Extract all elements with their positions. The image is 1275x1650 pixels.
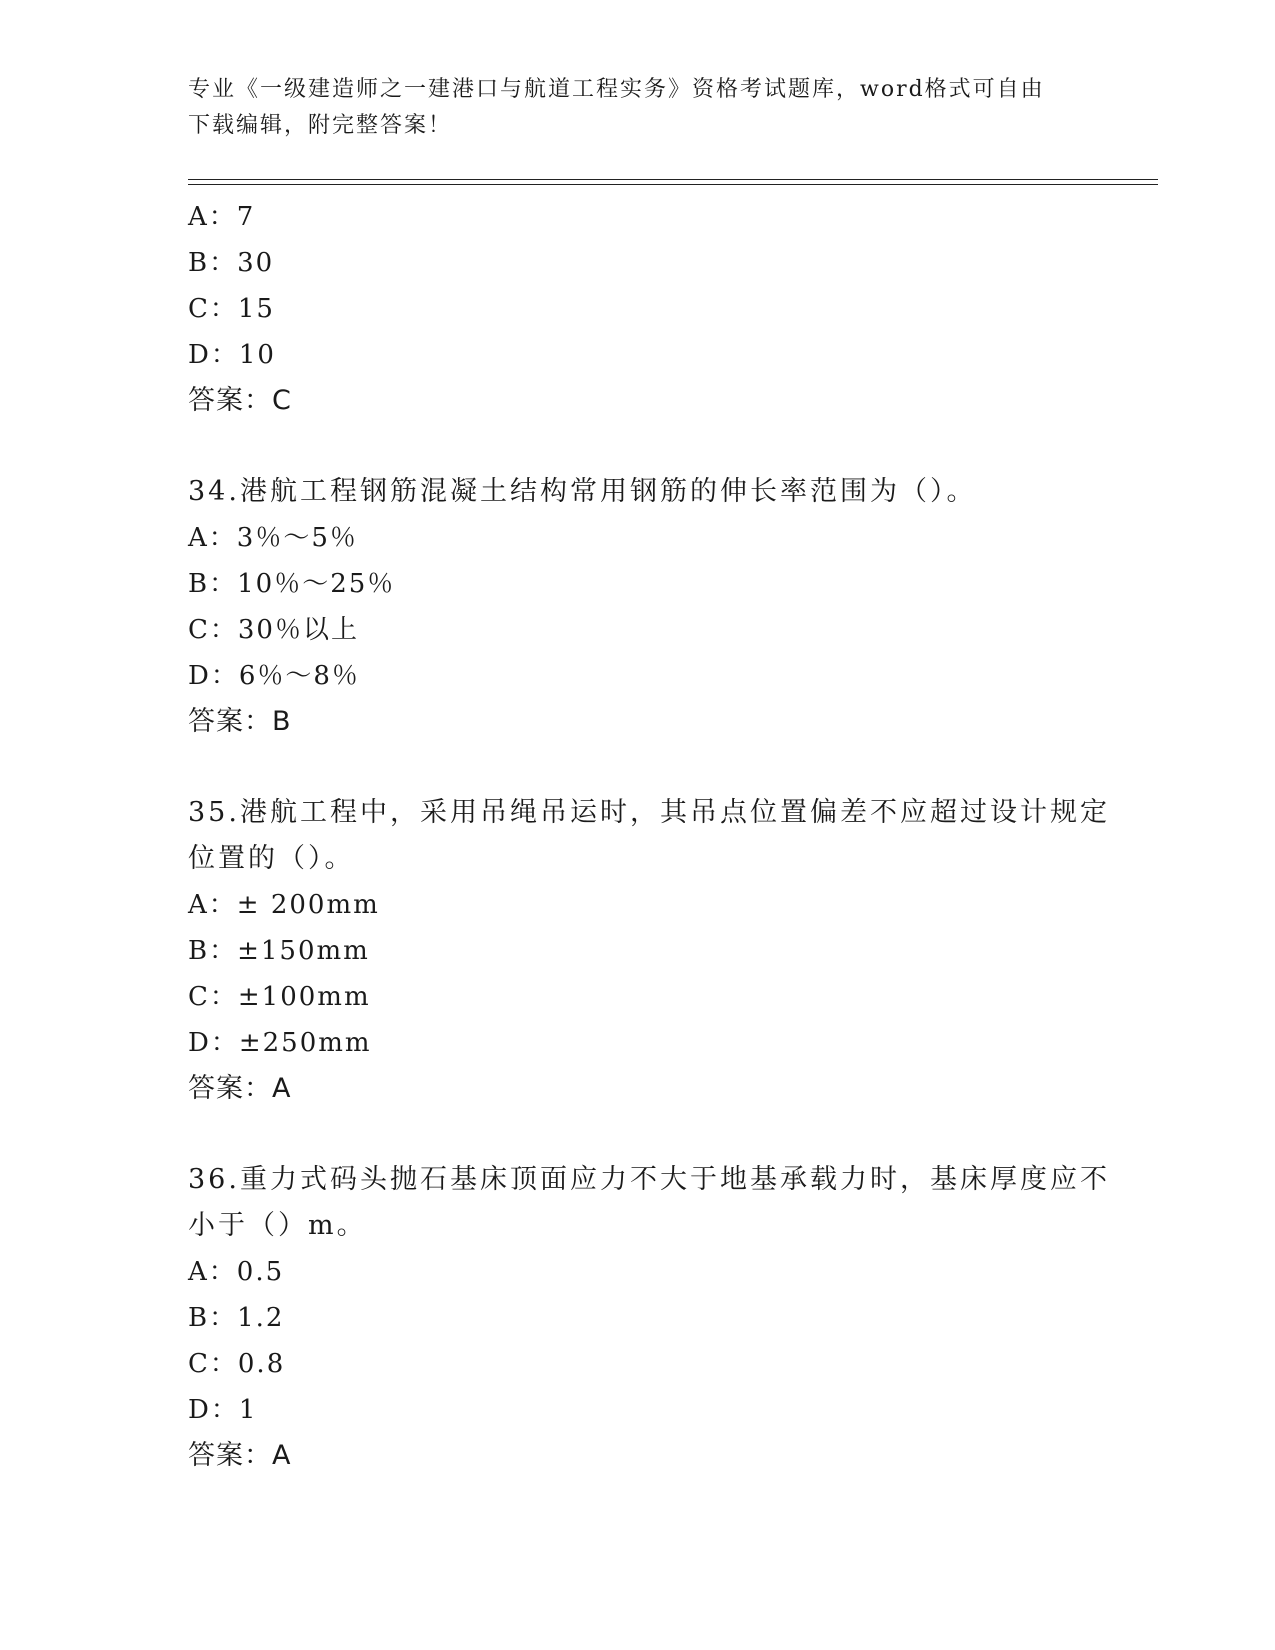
question-stem-line-2: 小于（）m。	[188, 1210, 367, 1241]
option-a: A：7	[188, 202, 256, 232]
header-line-1: 专业《一级建造师之一建港口与航道工程实务》资格考试题库，word格式可自由	[188, 77, 1045, 102]
option-a: A：± 200mm	[188, 890, 380, 920]
answer: 答案：B	[188, 706, 292, 737]
option-b: B：10％～25％	[188, 569, 396, 599]
question-35	[188, 790, 1110, 1112]
option-c: C：30％以上	[188, 615, 359, 645]
option-b: B：±150mm	[188, 936, 370, 966]
question-stem: 34.港航工程钢筋混凝土结构常用钢筋的伸长率范围为（）。	[188, 476, 977, 507]
question-stem-line-1: 36.重力式码头抛石基床顶面应力不大于地基承载力时，基床厚度应不	[188, 1164, 1110, 1195]
option-d: D：±250mm	[188, 1028, 372, 1058]
header-line-2: 下载编辑，附完整答案！	[188, 113, 453, 138]
answer: 答案：A	[188, 1073, 292, 1104]
option-c: C：15	[188, 294, 275, 324]
answer: 答案：A	[188, 1440, 292, 1471]
question-34	[188, 469, 1088, 745]
option-a: A：0.5	[188, 1257, 285, 1287]
header-divider-bottom	[188, 184, 1158, 185]
question-list	[188, 194, 1110, 1479]
option-b: B：30	[188, 248, 275, 278]
option-c: C：±100mm	[188, 982, 371, 1012]
document-header	[188, 72, 1088, 144]
answer: 答案：C	[188, 385, 292, 416]
option-d: D：10	[188, 340, 276, 370]
question-stem-line-2: 位置的（）。	[188, 843, 355, 874]
header-divider-top	[188, 179, 1158, 180]
question-stem-line-1: 35.港航工程中，采用吊绳吊运时，其吊点位置偏差不应超过设计规定	[188, 797, 1110, 828]
option-c: C：0.8	[188, 1349, 286, 1379]
option-d: D：1	[188, 1395, 258, 1425]
option-d: D：6％～8％	[188, 661, 360, 691]
option-b: B：1.2	[188, 1303, 285, 1333]
question-33	[188, 194, 1088, 424]
question-36	[188, 1157, 1110, 1479]
option-a: A：3％～5％	[188, 523, 358, 553]
